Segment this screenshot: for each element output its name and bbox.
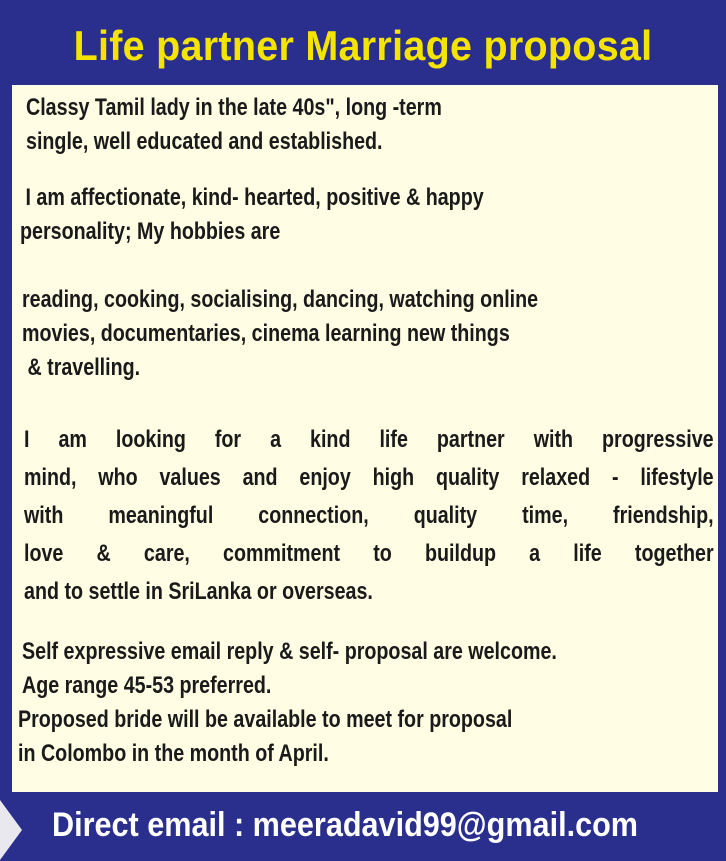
hobbies-line-3: & travelling. [22, 354, 141, 381]
personality-line-1: I am affectionate, kind- hearted, positive & happy [20, 184, 484, 211]
looking-for-line-1: I am looking for a kind life partner with progressive [24, 426, 714, 453]
contact-email[interactable]: Direct email : meeradavid99@gmail.com [52, 806, 638, 844]
hobbies-line-1: reading, cooking, socialising, dancing, watching online [22, 286, 539, 313]
corner-triangle-decoration [0, 800, 22, 860]
personality-line-2: personality; My hobbies are [20, 218, 281, 245]
looking-for-line-4: love & care, commitment to buildup a life together [24, 540, 714, 567]
intro-line-2: single, well educated and established. [26, 128, 383, 155]
looking-for-line-2: mind, who values and enjoy high quality relaxed - lifestyle [24, 464, 714, 491]
reply-line-2: Age range 45-53 preferred. [22, 672, 272, 699]
looking-for-paragraph [24, 423, 714, 613]
intro-paragraph [26, 91, 442, 159]
reply-line-1: Self expressive email reply & self- proposal are welcome. [22, 638, 557, 665]
meeting-line-1: Proposed bride will be available to meet for proposal [18, 706, 513, 733]
hobbies-line-2: movies, documentaries, cinema learning new things [22, 320, 510, 347]
intro-line-1: Classy Tamil lady in the late 40s", long -term [26, 94, 442, 121]
reply-paragraph [22, 635, 557, 703]
hobbies-paragraph [22, 283, 538, 385]
looking-for-line-5: and to settle in SriLanka or overseas. [24, 578, 373, 605]
ad-title: Life partner Marriage proposal [73, 22, 653, 69]
meeting-line-2: in Colombo in the month of April. [18, 740, 329, 767]
personality-paragraph [20, 181, 484, 249]
looking-for-line-3: with meaningful connection, quality time, friendship, [24, 502, 714, 529]
meeting-paragraph [18, 703, 512, 771]
ad-body-panel [12, 85, 718, 792]
